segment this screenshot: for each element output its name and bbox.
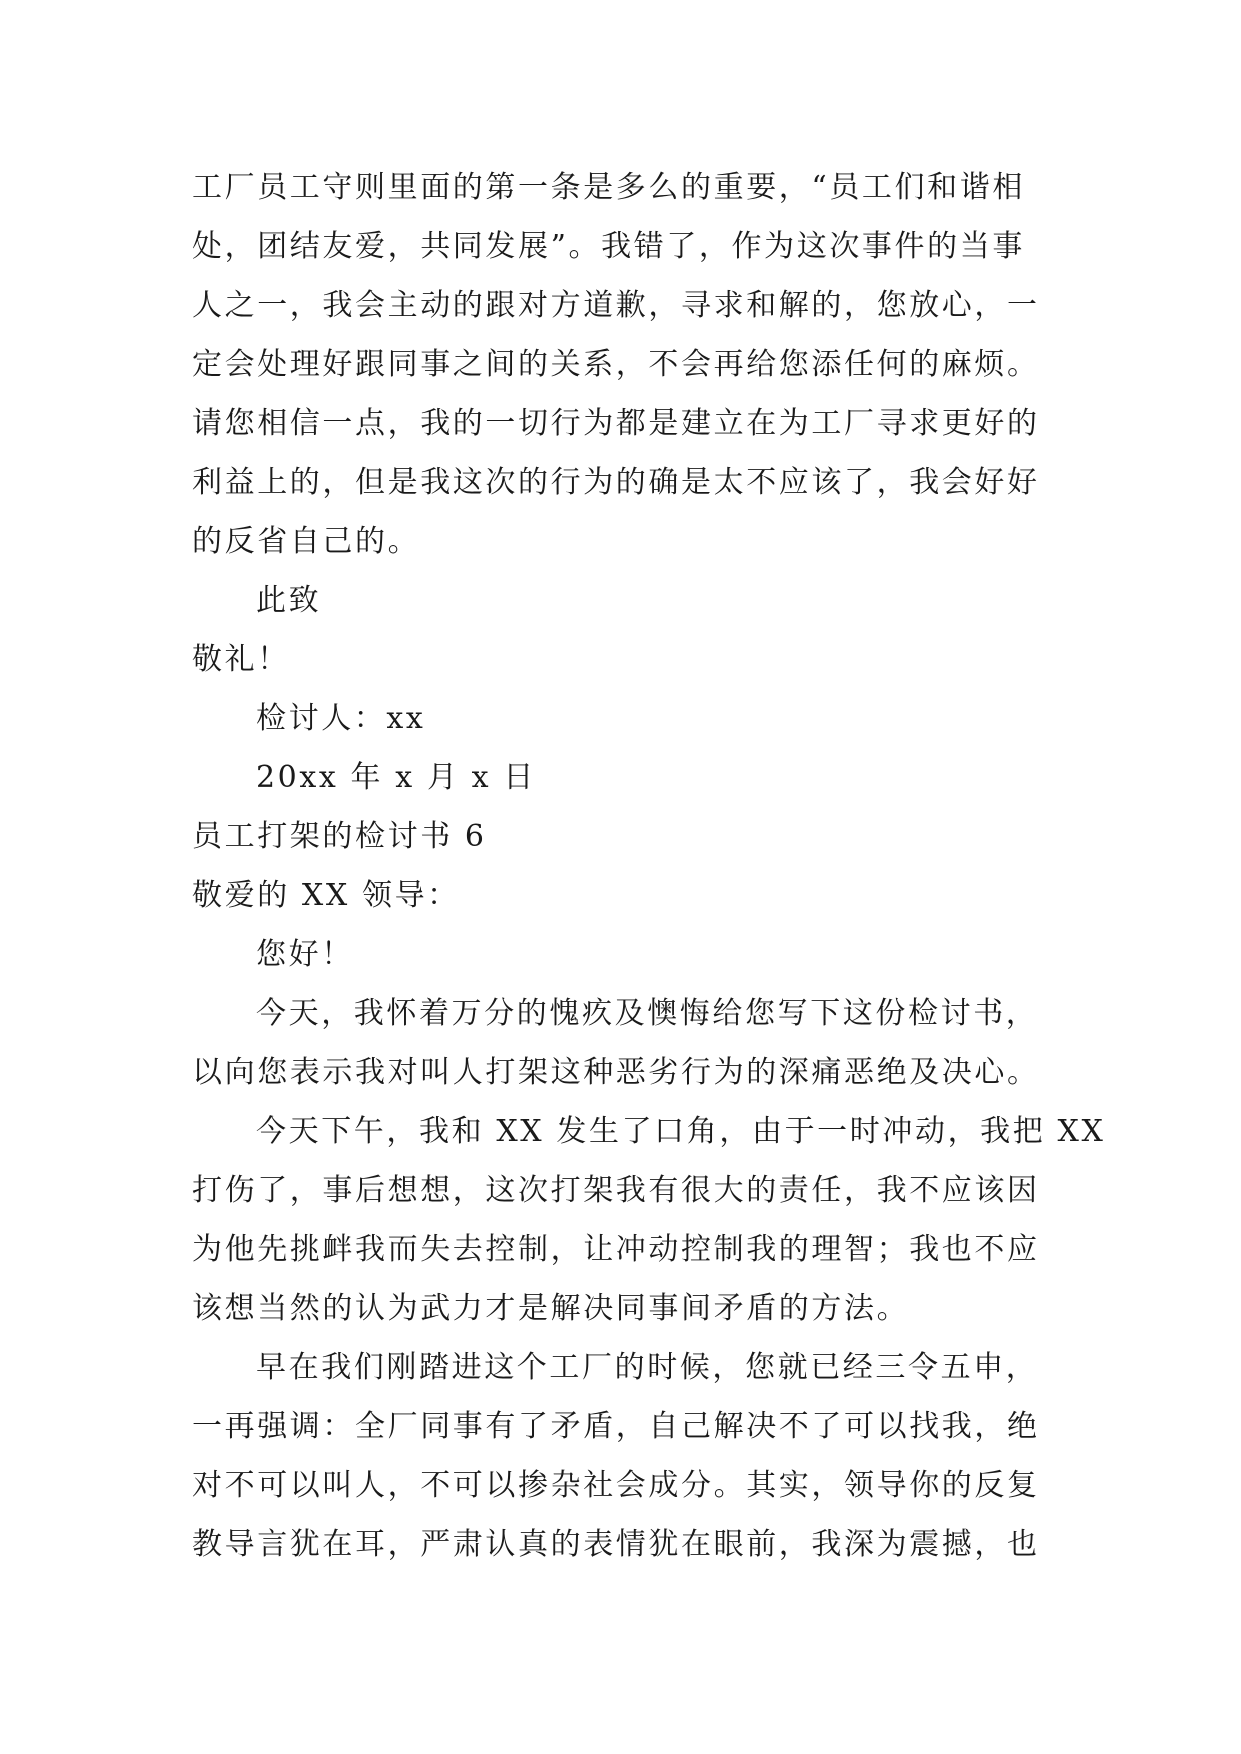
body-line: 定会处理好跟同事之间的关系，不会再给您添任何的麻烦。 <box>192 347 1040 382</box>
body-line: 对不可以叫人，不可以掺杂社会成分。其实，领导你的反复 <box>192 1468 1040 1503</box>
body-line: 打伤了，事后想想，这次打架我有很大的责任，我不应该因 <box>192 1173 1040 1208</box>
closing-salutation: 此致 <box>256 583 322 618</box>
body-line: 以向您表示我对叫人打架这种恶劣行为的深痛恶绝及决心。 <box>192 1055 1040 1090</box>
letter-hello: 您好！ <box>256 937 354 972</box>
section-title: 员工打架的检讨书 6 <box>192 819 487 854</box>
closing-regards: 敬礼！ <box>192 642 290 677</box>
body-line: 请您相信一点，我的一切行为都是建立在为工厂寻求更好的 <box>192 406 1040 441</box>
body-line: 今天，我怀着万分的愧疚及懊悔给您写下这份检讨书， <box>256 996 1039 1031</box>
signature-date: 20xx 年 x 月 x 日 <box>256 760 536 795</box>
body-line: 人之一，我会主动的跟对方道歉，寻求和解的，您放心，一 <box>192 288 1040 323</box>
body-line: 今天下午，我和 XX 发生了口角，由于一时冲动，我把 XX <box>256 1114 1106 1149</box>
signature-name: 检讨人：xx <box>256 701 426 736</box>
body-line: 为他先挑衅我而失去控制，让冲动控制我的理智；我也不应 <box>192 1232 1040 1267</box>
body-line: 处，团结友爱，共同发展”。我错了，作为这次事件的当事 <box>192 229 1025 264</box>
body-line: 该想当然的认为武力才是解决同事间矛盾的方法。 <box>192 1291 910 1326</box>
body-line: 早在我们刚踏进这个工厂的时候，您就已经三令五申， <box>256 1350 1039 1385</box>
body-line: 一再强调：全厂同事有了矛盾，自己解决不了可以找我，绝 <box>192 1409 1040 1444</box>
letter-greeting: 敬爱的 XX 领导： <box>192 878 460 913</box>
body-line: 利益上的，但是我这次的行为的确是太不应该了，我会好好 <box>192 465 1040 500</box>
body-line: 教导言犹在耳，严肃认真的表情犹在眼前，我深为震撼，也 <box>192 1527 1040 1562</box>
body-line: 的反省自己的。 <box>192 524 421 559</box>
body-line: 工厂员工守则里面的第一条是多么的重要，“员工们和谐相 <box>192 170 1025 205</box>
